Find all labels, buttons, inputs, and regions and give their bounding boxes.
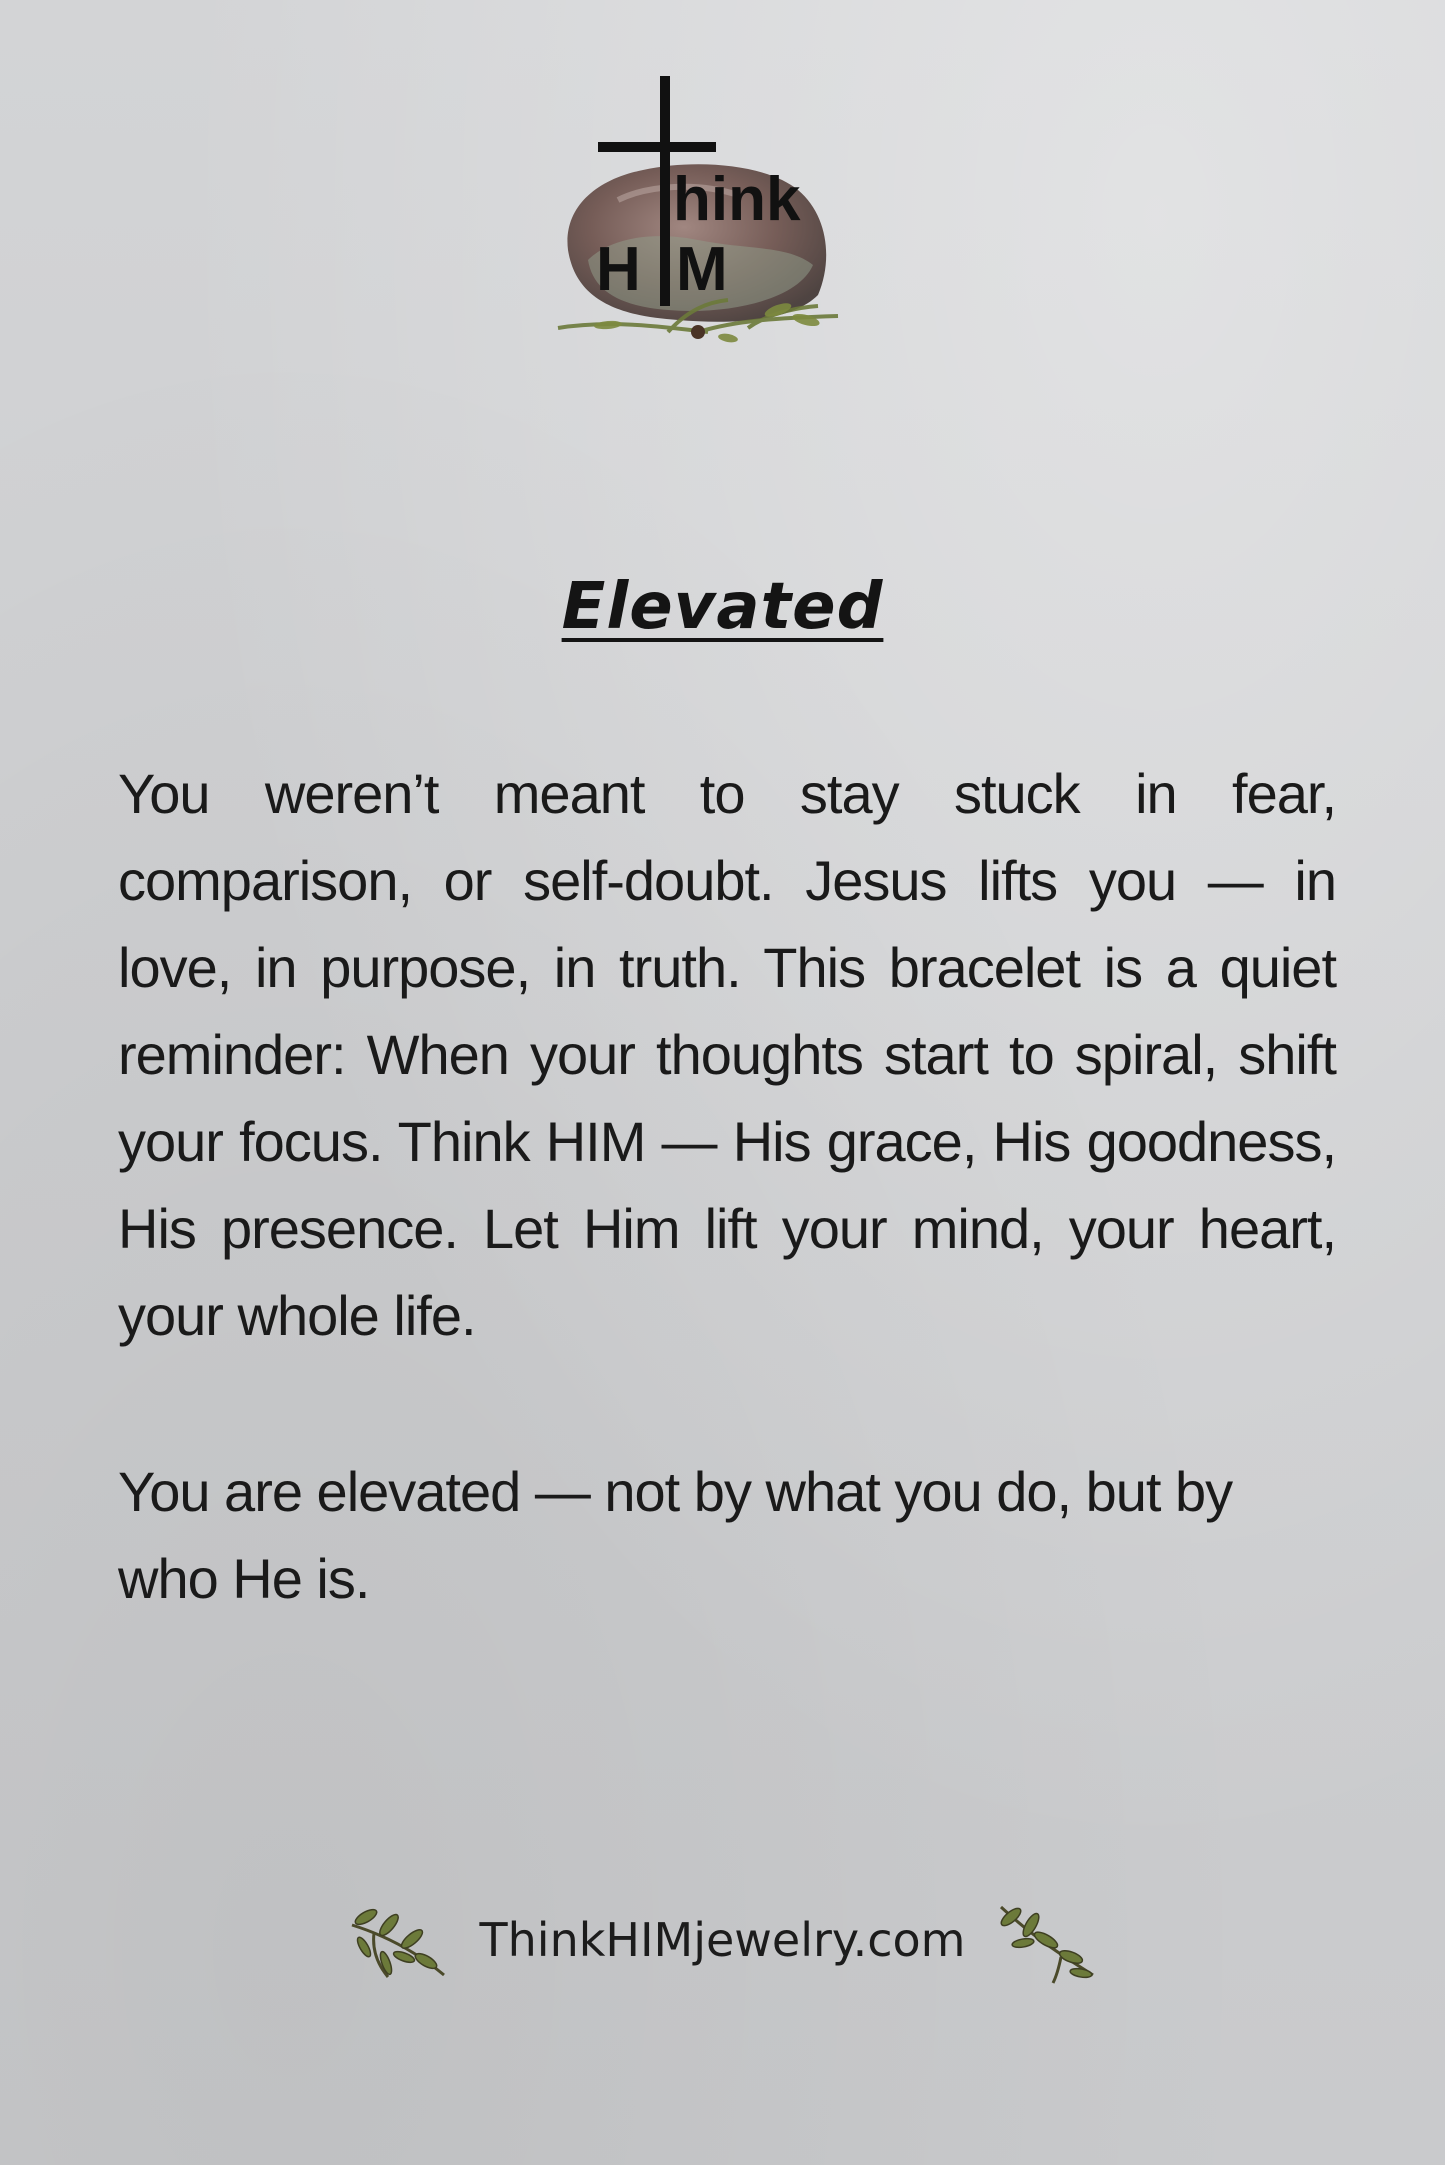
svg-text:hink: hink xyxy=(673,165,801,234)
svg-text:H: H xyxy=(596,235,641,304)
footer xyxy=(0,1895,1445,1985)
card-title: Elevated xyxy=(561,570,884,644)
paragraph-closing: You are elevated — not by what you do, but by who He is. xyxy=(118,1460,1233,1610)
olive-sprig-icon xyxy=(991,1895,1101,1985)
rock-cross-logo-icon xyxy=(548,70,848,360)
paragraph-main: You weren’t meant to stay stuck in fear, comparison, or self-doubt. Jesus lifts you — in love, in purpose, in truth. This bracelet is a quiet reminder: When your thoughts start to spiral, shift your focus. Think HIM — His grace, His goodness, His presence. Let Him lift your mind, your heart, your whole life. xyxy=(118,762,1336,1347)
website-url[interactable]: ThinkHIMjewelry.com xyxy=(479,1913,966,1967)
think-him-logo xyxy=(548,70,848,360)
svg-text:M: M xyxy=(676,235,728,304)
olive-sprig-icon xyxy=(344,1895,454,1985)
